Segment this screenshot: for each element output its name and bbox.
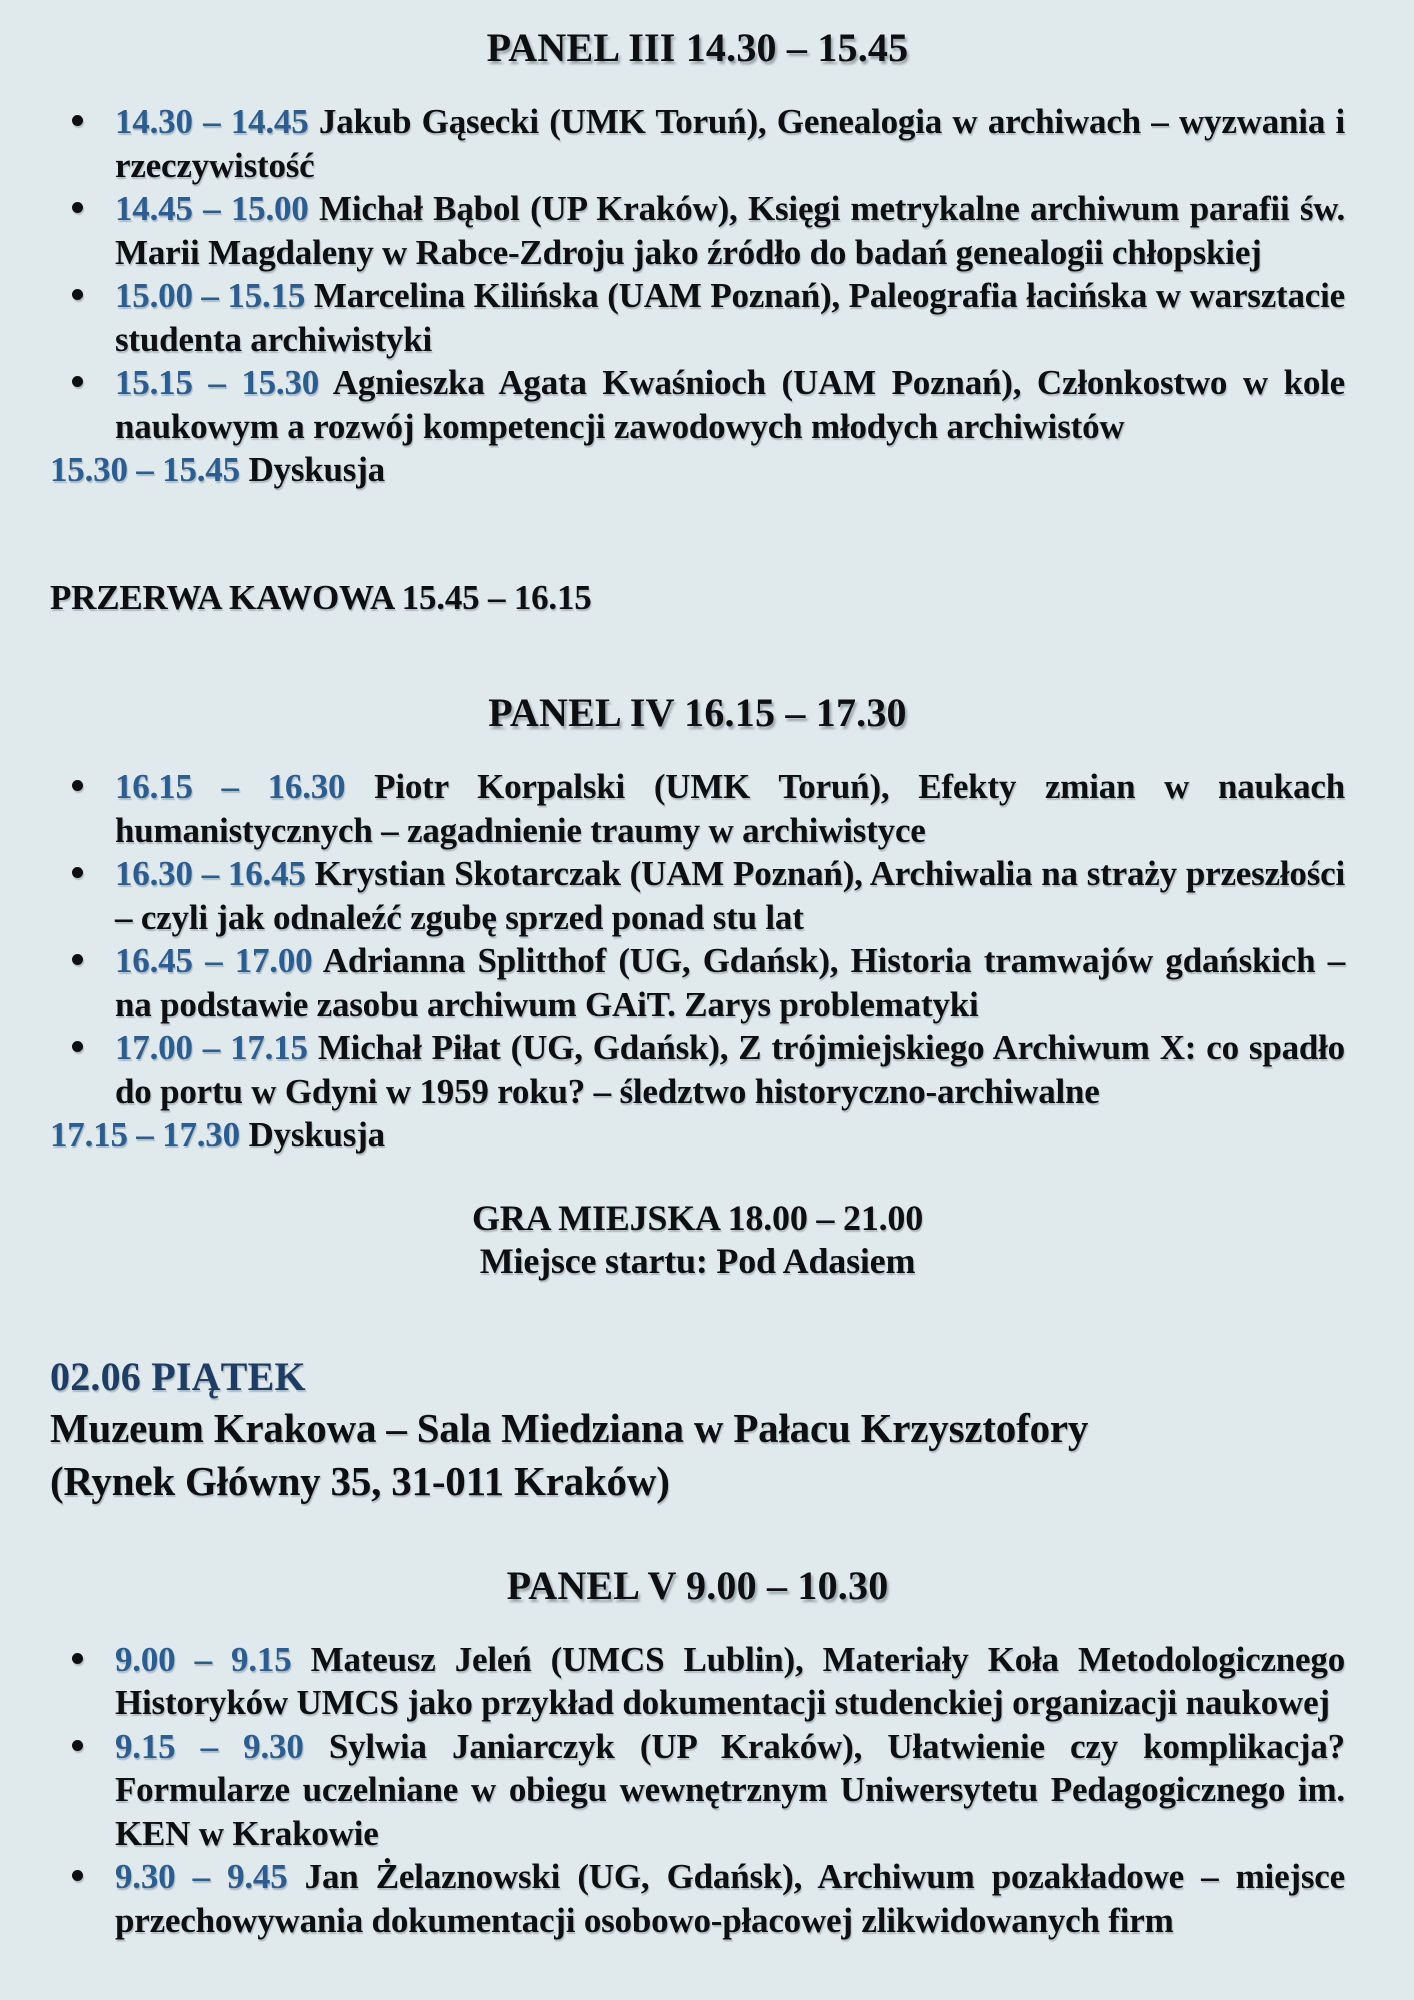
talk-text: Marcelina Kilińska (UAM Poznań), Paleografia łacińska w warsztacie studenta archiwistyki — [115, 276, 1345, 359]
talk-text: Adrianna Splitthof (UG, Gdańsk), Historia tramwajów gdańskich – na podstawie zasobu archiwum GAiT. Zarys problematyki — [115, 941, 1346, 1024]
panel-4-title: PANEL IV 16.15 – 17.30 — [488, 690, 907, 735]
agenda-item — [50, 1855, 1345, 1942]
talk-text: Sylwia Janiarczyk (UP Kraków), Ułatwienie czy komplikacja? Formularze uczelniane w obiegu wewnętrznym Uniwersytetu Pedagogicznego im. KEN w Krakowie — [115, 1726, 1345, 1853]
discussion-label: Dyskusja — [248, 1115, 385, 1154]
friday-section — [50, 1352, 1345, 1508]
friday-date-heading: 02.06 PIĄTEK — [50, 1353, 306, 1399]
bullet-icon — [72, 376, 83, 387]
bullet-icon — [72, 289, 83, 300]
agenda-item — [50, 765, 1345, 852]
talk-text: Agnieszka Agata Kwaśnioch (UAM Poznań), Członkostwo w kole naukowym a rozwój kompetencji zawodowych młodych archiwistów — [115, 363, 1345, 446]
agenda-item — [50, 852, 1345, 939]
talk-time: 17.00 – 17.15 — [115, 1028, 308, 1067]
bullet-icon — [72, 115, 83, 126]
talk-time: 14.30 – 14.45 — [115, 102, 309, 141]
talk-time: 16.45 – 17.00 — [115, 941, 313, 980]
panel-5-title: PANEL V 9.00 – 10.30 — [506, 1562, 889, 1608]
talk-text: Michał Bąbol (UP Kraków), Księgi metrykalne archiwum parafii św. Marii Magdaleny w Rabce-Zdroju jako źródło do badań genealogii chłopskiej — [115, 189, 1345, 272]
talk-time: 9.30 – 9.45 — [115, 1857, 288, 1896]
talk-text: Piotr Korpalski (UMK Toruń), Efekty zmian w naukach humanistycznych – zagadnienie traumy w archiwistyce — [115, 767, 1345, 850]
agenda-item — [50, 939, 1345, 1026]
talk-text: Krystian Skotarczak (UAM Poznań), Archiwalia na straży przeszłości – czyli jak odnaleźć zgubę sprzed ponad stu lat — [115, 854, 1345, 937]
panel-4-agenda — [50, 765, 1345, 1157]
agenda-item — [50, 274, 1345, 361]
bullet-icon — [72, 780, 83, 791]
bullet-icon — [72, 954, 83, 965]
agenda-item — [50, 187, 1345, 274]
panel-3-agenda — [50, 100, 1345, 492]
discussion-time: 15.30 – 15.45 — [50, 450, 240, 489]
agenda-item — [50, 361, 1345, 448]
talk-time: 15.15 – 15.30 — [115, 363, 320, 402]
agenda-item — [50, 1026, 1345, 1113]
friday-venue: Muzeum Krakowa – Sala Miedziana w Pałacu Krzysztofory — [50, 1404, 1089, 1451]
bullet-icon — [72, 202, 83, 213]
coffee-break-line: PRZERWA KAWOWA 15.45 – 16.15 — [50, 577, 592, 617]
bullet-icon — [72, 867, 83, 878]
agenda-item — [50, 1725, 1345, 1856]
talk-time: 9.00 – 9.15 — [115, 1639, 292, 1679]
panel-3-title: PANEL III 14.30 – 15.45 — [486, 25, 909, 70]
panel-5-agenda — [50, 1638, 1345, 1943]
agenda-item — [50, 100, 1345, 187]
bullet-icon — [72, 1041, 83, 1052]
city-game-block — [50, 1197, 1345, 1284]
talk-time: 14.45 – 15.00 — [115, 189, 309, 228]
bullet-icon — [72, 1740, 83, 1751]
talk-time: 16.15 – 16.30 — [115, 767, 346, 806]
talk-time: 16.30 – 16.45 — [115, 854, 306, 893]
friday-address: (Rynek Główny 35, 31-011 Kraków) — [50, 1457, 670, 1504]
agenda-item — [50, 1638, 1345, 1725]
talk-text: Jan Żelaznowski (UG, Gdańsk), Archiwum pozakładowe – miejsce przechowywania dokumentacji osobowo-płacowej zlikwidowanych firm — [115, 1857, 1345, 1940]
talk-text: Michał Piłat (UG, Gdańsk), Z trójmiejskiego Archiwum X: co spadło do portu w Gdyni w 1959 roku? – śledztwo historyczno-archiwalne — [115, 1028, 1345, 1111]
talk-time: 15.00 – 15.15 — [115, 276, 306, 315]
bullet-icon — [72, 1870, 83, 1881]
talk-text: Jakub Gąsecki (UMK Toruń), Genealogia w archiwach – wyzwania i rzeczywistość — [115, 102, 1346, 185]
city-game-title: GRA MIEJSKA 18.00 – 21.00 — [471, 1197, 924, 1238]
discussion-line — [50, 448, 1345, 492]
discussion-line — [50, 1113, 1345, 1157]
city-game-start: Miejsce startu: Pod Adasiem — [479, 1241, 916, 1281]
bullet-icon — [72, 1653, 83, 1664]
talk-time: 9.15 – 9.30 — [115, 1726, 304, 1766]
talk-text: Mateusz Jeleń (UMCS Lublin), Materiały Koła Metodologicznego Historyków UMCS jako przykład dokumentacji studenckiej organizacji naukowej — [115, 1639, 1345, 1722]
discussion-time: 17.15 – 17.30 — [50, 1115, 240, 1154]
discussion-label: Dyskusja — [248, 450, 385, 489]
